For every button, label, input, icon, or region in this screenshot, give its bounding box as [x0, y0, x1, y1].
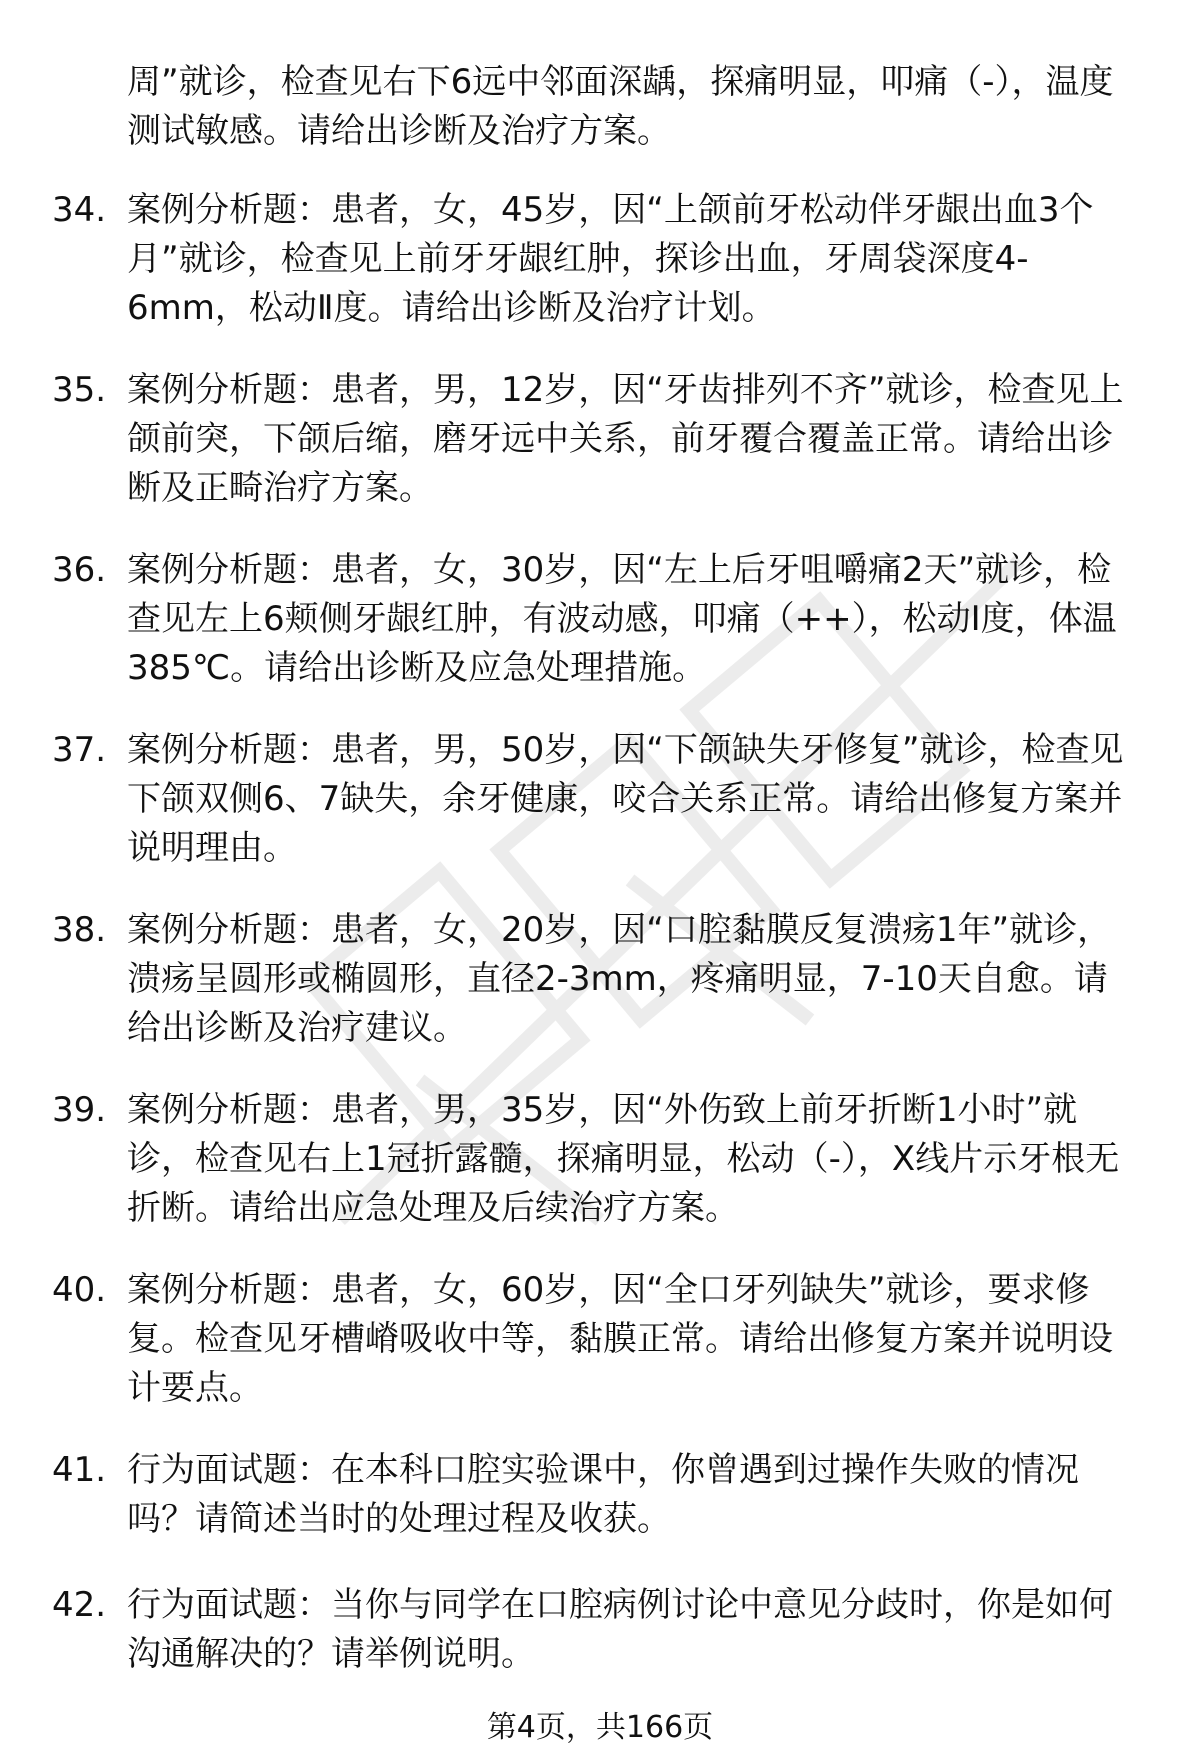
question-item — [0, 1446, 1200, 1581]
question-number: 38. — [52, 910, 107, 950]
question-text: 行为面试题：当你与同学在口腔病例讨论中意见分歧时，你是如何沟通解决的？请举例说明。 — [127, 1585, 1113, 1674]
question-text: 案例分析题：患者，男，12岁，因“牙齿排列不齐”就诊，检查见上颌前突，下颌后缩，磨牙远中关系，前牙覆合覆盖正常。请给出诊断及正畸治疗方案。 — [127, 370, 1124, 508]
continuation-text: 周”就诊，检查见右下6远中邻面深龋，探痛明显，叩痛（-），温度测试敏感。请给出诊断及治疗方案。 — [127, 62, 1114, 151]
question-item — [0, 906, 1200, 1086]
question-number: 35. — [52, 370, 107, 410]
question-text: 案例分析题：患者，男，50岁，因“下颌缺失牙修复”就诊，检查见下颌双侧6、7缺失，余牙健康，咬合关系正常。请给出修复方案并说明理由。 — [127, 730, 1124, 868]
question-item — [0, 546, 1200, 726]
question-item — [0, 366, 1200, 546]
question-number: 34. — [52, 190, 107, 230]
question-item — [0, 1266, 1200, 1446]
question-list — [0, 186, 1200, 1716]
question-number: 40. — [52, 1270, 107, 1310]
question-text: 案例分析题：患者，女，30岁，因“左上后牙咀嚼痛2天”就诊，检查见左上6颊侧牙龈红肿，有波动感，叩痛（++），松动Ⅰ度，体温385℃。请给出诊断及应急处理措施。 — [127, 550, 1117, 688]
question-item — [0, 1086, 1200, 1266]
question-number: 42. — [52, 1585, 107, 1625]
question-item — [0, 726, 1200, 906]
question-text: 案例分析题：患者，女，60岁，因“全口牙列缺失”就诊，要求修复。检查见牙槽嵴吸收中等，黏膜正常。请给出修复方案并说明设计要点。 — [127, 1270, 1113, 1408]
question-item — [0, 186, 1200, 366]
question-number: 36. — [52, 550, 107, 590]
question-text: 案例分析题：患者，女，20岁，因“口腔黏膜反复溃疡1年”就诊，溃疡呈圆形或椭圆形，直径2-3mm，疼痛明显，7-10天自愈。请给出诊断及治疗建议。 — [127, 910, 1112, 1048]
question-text: 案例分析题：患者，女，45岁，因“上颌前牙松动伴牙龈出血3个月”就诊，检查见上前牙牙龈红肿，探诊出血，牙周袋深度4-6mm，松动Ⅱ度。请给出诊断及治疗计划。 — [127, 190, 1094, 328]
question-text: 案例分析题：患者，男，35岁，因“外伤致上前牙折断1小时”就诊，检查见右上1冠折露髓，探痛明显，松动（-），X线片示牙根无折断。请给出应急处理及后续治疗方案。 — [127, 1090, 1120, 1228]
question-text: 行为面试题：在本科口腔实验课中，你曾遇到过操作失败的情况吗？请简述当时的处理过程及收获。 — [127, 1450, 1079, 1539]
question-number: 39. — [52, 1090, 107, 1130]
question-number: 37. — [52, 730, 107, 770]
question-number: 41. — [52, 1450, 107, 1490]
page-footer: 第4页，共166页 — [486, 1710, 714, 1745]
question-item — [0, 1581, 1200, 1716]
